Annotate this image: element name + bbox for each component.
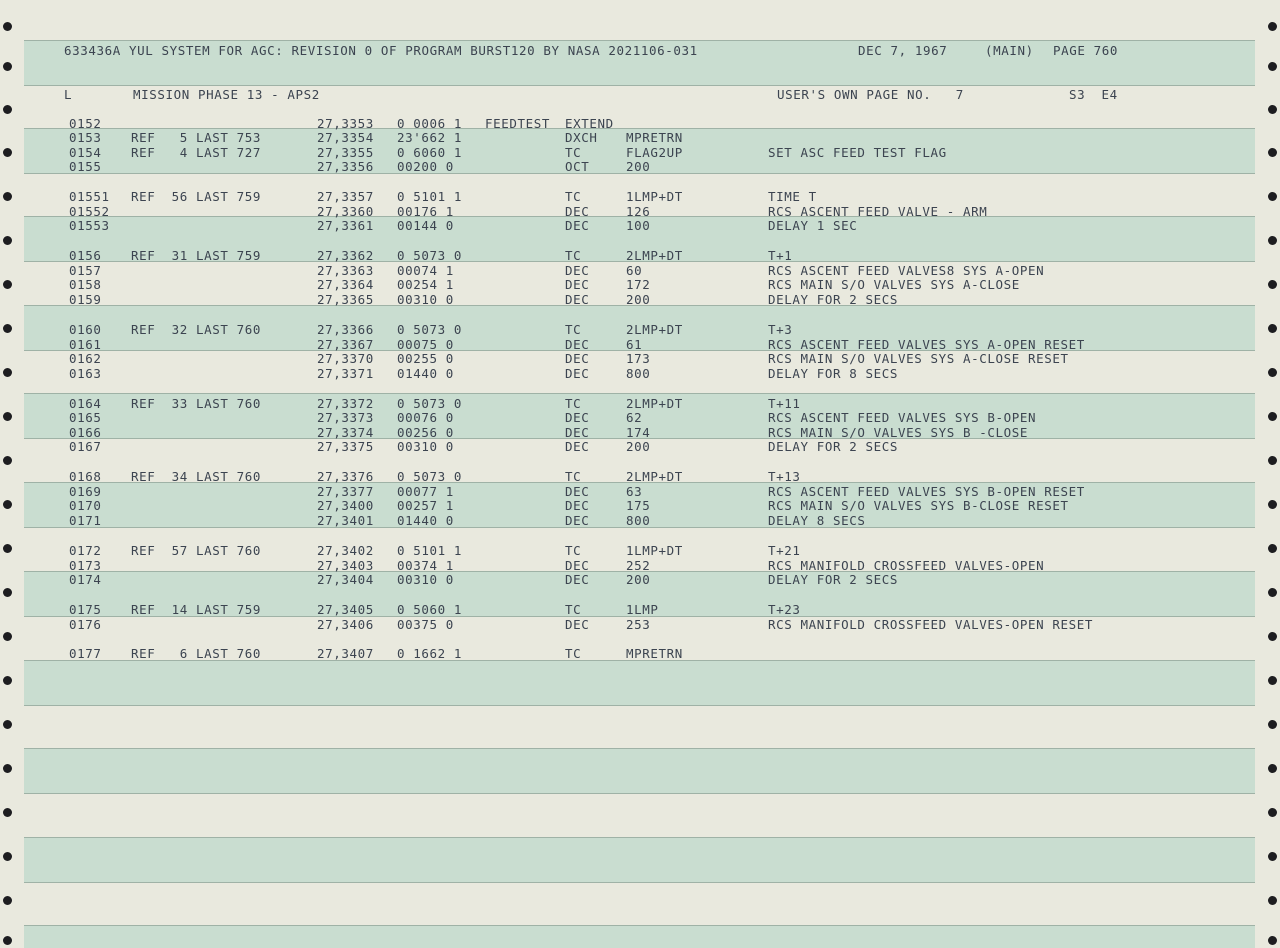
comment: T+13: [768, 469, 801, 484]
opcode: OCT: [565, 159, 590, 174]
green-band: [24, 660, 1255, 706]
comment: T+11: [768, 396, 801, 411]
operand: 200: [626, 572, 651, 587]
address: 27,3370: [317, 351, 374, 366]
tractor-hole-icon: [3, 62, 12, 71]
operand: MPRETRN: [626, 130, 683, 145]
ref-info: REF 32 LAST 760: [131, 322, 262, 337]
line-number: 0166: [69, 425, 102, 440]
comment: DELAY FOR 2 SECS: [768, 439, 899, 454]
octal-word: 23'662 1: [397, 130, 463, 145]
green-band: [24, 925, 1255, 948]
address: 27,3407: [317, 646, 374, 661]
line-number: 0161: [69, 337, 102, 352]
octal-word: 00374 1: [397, 558, 454, 573]
operand: 200: [626, 292, 651, 307]
address: 27,3402: [317, 543, 374, 558]
opcode: DXCH: [565, 130, 598, 145]
comment: RCS MANIFOLD CROSSFEED VALVES-OPEN: [768, 558, 1045, 573]
opcode: DEC: [565, 292, 590, 307]
users-page-no: USER'S OWN PAGE NO. 7: [777, 87, 964, 102]
comment: RCS ASCENT FEED VALVES8 SYS A-OPEN: [768, 263, 1045, 278]
line-number: 0172: [69, 543, 102, 558]
line-number: 0168: [69, 469, 102, 484]
tractor-hole-icon: [1268, 148, 1277, 157]
tractor-hole-icon: [3, 456, 12, 465]
line-number: 01551: [69, 189, 110, 204]
address: 27,3404: [317, 572, 374, 587]
address: 27,3401: [317, 513, 374, 528]
line-number: 0154: [69, 145, 102, 160]
label: FEEDTEST: [485, 116, 551, 131]
octal-word: 00176 1: [397, 204, 454, 219]
address: 27,3357: [317, 189, 374, 204]
address: 27,3360: [317, 204, 374, 219]
opcode: DEC: [565, 218, 590, 233]
octal-word: 01440 0: [397, 366, 454, 381]
line-number: 0177: [69, 646, 102, 661]
tractor-hole-icon: [3, 280, 12, 289]
address: 27,3356: [317, 159, 374, 174]
line-number: 0171: [69, 513, 102, 528]
tractor-hole-icon: [1268, 676, 1277, 685]
opcode: DEC: [565, 425, 590, 440]
address: 27,3367: [317, 337, 374, 352]
comment: RCS MAIN S/O VALVES SYS A-CLOSE RESET: [768, 351, 1069, 366]
ref-info: REF 4 LAST 727: [131, 145, 262, 160]
comment: RCS ASCENT FEED VALVES SYS B-OPEN: [768, 410, 1037, 425]
address: 27,3371: [317, 366, 374, 381]
operand: 1LMP+DT: [626, 543, 683, 558]
octal-word: 00375 0: [397, 617, 454, 632]
section-code: S3 E4: [1069, 87, 1118, 102]
address: 27,3353: [317, 116, 374, 131]
opcode: DEC: [565, 337, 590, 352]
address: 27,3403: [317, 558, 374, 573]
operand: 800: [626, 366, 651, 381]
tractor-hole-icon: [3, 936, 12, 945]
ref-info: REF 56 LAST 759: [131, 189, 262, 204]
line-number: 0163: [69, 366, 102, 381]
opcode: DEC: [565, 558, 590, 573]
opcode: DEC: [565, 617, 590, 632]
comment: RCS MAIN S/O VALVES SYS B-CLOSE RESET: [768, 498, 1069, 513]
tractor-hole-icon: [1268, 412, 1277, 421]
octal-word: 00310 0: [397, 439, 454, 454]
octal-word: 00256 0: [397, 425, 454, 440]
octal-word: 0 5101 1: [397, 189, 463, 204]
line-number: 0159: [69, 292, 102, 307]
opcode: DEC: [565, 263, 590, 278]
octal-word: 0 1662 1: [397, 646, 463, 661]
line-number: 0169: [69, 484, 102, 499]
tractor-hole-icon: [1268, 720, 1277, 729]
ref-info: REF 33 LAST 760: [131, 396, 262, 411]
line-number: 0158: [69, 277, 102, 292]
line-number: 0153: [69, 130, 102, 145]
operand: FLAG2UP: [626, 145, 683, 160]
octal-word: 00075 0: [397, 337, 454, 352]
octal-word: 0 5060 1: [397, 602, 463, 617]
operand: 800: [626, 513, 651, 528]
comment: RCS MANIFOLD CROSSFEED VALVES-OPEN RESET: [768, 617, 1094, 632]
tractor-hole-icon: [3, 896, 12, 905]
tractor-hole-icon: [3, 764, 12, 773]
opcode: DEC: [565, 439, 590, 454]
operand: 1LMP+DT: [626, 189, 683, 204]
ref-info: REF 6 LAST 760: [131, 646, 262, 661]
operand: 172: [626, 277, 651, 292]
tractor-hole-icon: [3, 105, 12, 114]
opcode: DEC: [565, 572, 590, 587]
operand: 63: [626, 484, 643, 499]
operand: 174: [626, 425, 651, 440]
octal-word: 00310 0: [397, 572, 454, 587]
comment: T+1: [768, 248, 793, 263]
comment: T+21: [768, 543, 801, 558]
opcode: TC: [565, 543, 582, 558]
operand: 200: [626, 159, 651, 174]
line-number: 0170: [69, 498, 102, 513]
tractor-hole-icon: [3, 324, 12, 333]
line-number: 0175: [69, 602, 102, 617]
tractor-hole-icon: [3, 808, 12, 817]
tractor-hole-icon: [1268, 456, 1277, 465]
octal-word: 00257 1: [397, 498, 454, 513]
tractor-hole-icon: [1268, 808, 1277, 817]
opcode: TC: [565, 602, 582, 617]
opcode: DEC: [565, 410, 590, 425]
comment: RCS ASCENT FEED VALVE - ARM: [768, 204, 988, 219]
tractor-hole-icon: [1268, 368, 1277, 377]
mission-phase: MISSION PHASE 13 - APS2: [133, 87, 320, 102]
opcode: DEC: [565, 484, 590, 499]
octal-word: 0 5073 0: [397, 469, 463, 484]
tractor-hole-icon: [3, 368, 12, 377]
line-number: 0167: [69, 439, 102, 454]
octal-word: 0 5073 0: [397, 248, 463, 263]
opcode: DEC: [565, 204, 590, 219]
address: 27,3405: [317, 602, 374, 617]
octal-word: 00074 1: [397, 263, 454, 278]
line-number: 0176: [69, 617, 102, 632]
tractor-hole-icon: [1268, 544, 1277, 553]
ref-info: REF 57 LAST 760: [131, 543, 262, 558]
operand: 173: [626, 351, 651, 366]
tractor-hole-icon: [1268, 324, 1277, 333]
octal-word: 01440 0: [397, 513, 454, 528]
opcode: DEC: [565, 366, 590, 381]
opcode: TC: [565, 322, 582, 337]
tractor-hole-icon: [3, 588, 12, 597]
opcode: EXTEND: [565, 116, 614, 131]
tractor-hole-icon: [1268, 236, 1277, 245]
operand: 60: [626, 263, 643, 278]
octal-word: 0 0006 1: [397, 116, 463, 131]
green-band: [24, 837, 1255, 883]
line-number: 0165: [69, 410, 102, 425]
octal-word: 0 5101 1: [397, 543, 463, 558]
tractor-hole-icon: [1268, 588, 1277, 597]
address: 27,3354: [317, 130, 374, 145]
operand: 126: [626, 204, 651, 219]
tractor-hole-icon: [1268, 62, 1277, 71]
tractor-hole-icon: [1268, 852, 1277, 861]
octal-word: 00255 0: [397, 351, 454, 366]
comment: RCS MAIN S/O VALVES SYS A-CLOSE: [768, 277, 1020, 292]
tractor-hole-icon: [1268, 632, 1277, 641]
tractor-hole-icon: [3, 412, 12, 421]
header-main: (MAIN): [985, 43, 1034, 58]
opcode: TC: [565, 248, 582, 263]
operand: 100: [626, 218, 651, 233]
ref-info: REF 14 LAST 759: [131, 602, 262, 617]
tractor-hole-icon: [1268, 936, 1277, 945]
comment: DELAY FOR 8 SECS: [768, 366, 899, 381]
comment: SET ASC FEED TEST FLAG: [768, 145, 947, 160]
operand: 2LMP+DT: [626, 396, 683, 411]
address: 27,3374: [317, 425, 374, 440]
opcode: TC: [565, 646, 582, 661]
line-number: 0164: [69, 396, 102, 411]
header-title: 633436A YUL SYSTEM FOR AGC: REVISION 0 OF PROGRAM BURST120 BY NASA 2021106-031: [64, 43, 698, 58]
operand: MPRETRN: [626, 646, 683, 661]
ref-info: REF 34 LAST 760: [131, 469, 262, 484]
octal-word: 00144 0: [397, 218, 454, 233]
tractor-hole-icon: [3, 632, 12, 641]
tractor-hole-icon: [1268, 500, 1277, 509]
operand: 252: [626, 558, 651, 573]
line-number: 0152: [69, 116, 102, 131]
operand: 200: [626, 439, 651, 454]
address: 27,3377: [317, 484, 374, 499]
octal-word: 00200 0: [397, 159, 454, 174]
tractor-hole-icon: [3, 500, 12, 509]
octal-word: 00254 1: [397, 277, 454, 292]
comment: DELAY FOR 2 SECS: [768, 572, 899, 587]
ref-info: REF 5 LAST 753: [131, 130, 262, 145]
operand: 1LMP: [626, 602, 659, 617]
opcode: TC: [565, 189, 582, 204]
comment: RCS ASCENT FEED VALVES SYS B-OPEN RESET: [768, 484, 1085, 499]
comment: DELAY 8 SECS: [768, 513, 866, 528]
octal-word: 00076 0: [397, 410, 454, 425]
opcode: TC: [565, 469, 582, 484]
opcode: TC: [565, 145, 582, 160]
address: 27,3364: [317, 277, 374, 292]
opcode: DEC: [565, 513, 590, 528]
comment: RCS MAIN S/O VALVES SYS B -CLOSE: [768, 425, 1029, 440]
operand: 2LMP+DT: [626, 469, 683, 484]
address: 27,3376: [317, 469, 374, 484]
operand: 62: [626, 410, 643, 425]
header-page: PAGE 760: [1053, 43, 1119, 58]
opcode: DEC: [565, 351, 590, 366]
line-number: 0160: [69, 322, 102, 337]
line-number: 0157: [69, 263, 102, 278]
address: 27,3361: [317, 218, 374, 233]
tractor-hole-icon: [3, 544, 12, 553]
octal-word: 0 6060 1: [397, 145, 463, 160]
operand: 2LMP+DT: [626, 248, 683, 263]
tractor-hole-icon: [1268, 105, 1277, 114]
octal-word: 00077 1: [397, 484, 454, 499]
comment: T+23: [768, 602, 801, 617]
tractor-hole-icon: [1268, 896, 1277, 905]
tractor-hole-icon: [3, 22, 12, 31]
line-number: 01553: [69, 218, 110, 233]
line-number: 0155: [69, 159, 102, 174]
address: 27,3372: [317, 396, 374, 411]
tractor-hole-icon: [1268, 22, 1277, 31]
address: 27,3406: [317, 617, 374, 632]
opcode: DEC: [565, 498, 590, 513]
address: 27,3400: [317, 498, 374, 513]
address: 27,3363: [317, 263, 374, 278]
operand: 175: [626, 498, 651, 513]
comment: DELAY 1 SEC: [768, 218, 858, 233]
ref-info: REF 31 LAST 759: [131, 248, 262, 263]
address: 27,3362: [317, 248, 374, 263]
address: 27,3355: [317, 145, 374, 160]
address: 27,3365: [317, 292, 374, 307]
tractor-hole-icon: [3, 148, 12, 157]
line-number: 0162: [69, 351, 102, 366]
tractor-hole-icon: [3, 192, 12, 201]
operand: 2LMP+DT: [626, 322, 683, 337]
comment: DELAY FOR 2 SECS: [768, 292, 899, 307]
tractor-hole-icon: [3, 236, 12, 245]
octal-word: 0 5073 0: [397, 396, 463, 411]
comment: RCS ASCENT FEED VALVES SYS A-OPEN RESET: [768, 337, 1085, 352]
tractor-hole-icon: [3, 676, 12, 685]
comment: TIME T: [768, 189, 817, 204]
line-number: 0174: [69, 572, 102, 587]
line-number: 01552: [69, 204, 110, 219]
subheader-l: L: [64, 87, 73, 102]
operand: 253: [626, 617, 651, 632]
octal-word: 0 5073 0: [397, 322, 463, 337]
tractor-hole-icon: [1268, 192, 1277, 201]
line-number: 0173: [69, 558, 102, 573]
tractor-hole-icon: [3, 720, 12, 729]
green-band: [24, 748, 1255, 794]
tractor-hole-icon: [1268, 764, 1277, 773]
octal-word: 00310 0: [397, 292, 454, 307]
address: 27,3373: [317, 410, 374, 425]
opcode: TC: [565, 396, 582, 411]
comment: T+3: [768, 322, 793, 337]
operand: 61: [626, 337, 643, 352]
address: 27,3375: [317, 439, 374, 454]
opcode: DEC: [565, 277, 590, 292]
header-date: DEC 7, 1967: [858, 43, 948, 58]
tractor-hole-icon: [1268, 280, 1277, 289]
tractor-hole-icon: [3, 852, 12, 861]
line-number: 0156: [69, 248, 102, 263]
address: 27,3366: [317, 322, 374, 337]
